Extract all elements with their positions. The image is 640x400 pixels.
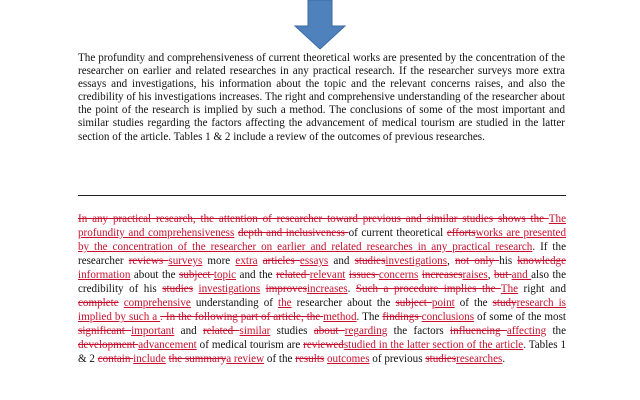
inserted-text: relevant [309, 269, 346, 282]
unchanged-text: of previous [369, 353, 426, 366]
inserted-text: extra [235, 255, 258, 268]
inserted-text: raises [462, 269, 488, 282]
deleted-text: issues [348, 269, 379, 282]
deleted-text: development [78, 339, 139, 352]
deleted-text: results [295, 353, 325, 366]
unchanged-text: . The [356, 311, 383, 324]
deleted-text: related [203, 325, 240, 338]
inserted-text: information [78, 269, 131, 282]
unchanged-text: the [546, 325, 567, 338]
inserted-text: important [131, 325, 175, 338]
inserted-text: researches [456, 353, 503, 366]
deleted-text: about [313, 325, 345, 338]
revised-paragraph: The profundity and comprehensiveness of current theoretical works are presented by the concentration of the researcher on earlier and related researches in any practical research. If the researcher surveys more extra essays and investigations, his information about the topic and the relevant concerns raises, and also the credibility of his investigations increases. The right and comprehensive understanding of the researcher about the point of the research is implied by such a method. The conclusions of some of the most important and similar studies regarding the factors affecting the advancement of medical tourism are studied in the latter section of the article. Tables 1 & 2 include a review of the outcomes of previous researches. [78, 52, 565, 143]
inserted-text: method [323, 311, 357, 324]
inserted-text: similar [239, 325, 271, 338]
unchanged-text: researcher about the [291, 297, 396, 310]
deleted-text: knowledge [517, 255, 566, 268]
inserted-text: a review [226, 353, 265, 366]
deleted-text: studies [162, 283, 194, 296]
unchanged-text: right and [518, 283, 566, 296]
inserted-text: conclusions [421, 311, 475, 324]
inserted-text: the [278, 297, 292, 310]
unchanged-text: of medical tourism are [196, 339, 304, 352]
inserted-text: and [511, 269, 532, 282]
deleted-text: influencing [450, 325, 507, 338]
inserted-text: topic [213, 269, 237, 282]
deleted-text: study [492, 297, 517, 310]
deleted-text: . In the following part of article, the [160, 311, 324, 324]
down-arrow-icon [294, 0, 346, 50]
inserted-text: increases [306, 283, 348, 296]
unchanged-text: . If the researcher [78, 241, 566, 268]
unchanged-text: and [174, 325, 203, 338]
deleted-text: In any practical research, the attention of researcher toward previous and similar studies shows the [78, 213, 549, 225]
inserted-text: include [133, 353, 166, 366]
deleted-text: not only [455, 255, 500, 268]
unchanged-text: and the [236, 269, 277, 282]
inserted-text: point [431, 297, 455, 310]
unchanged-text: of the [454, 297, 493, 310]
unchanged-text: of the [264, 353, 296, 366]
deleted-text: depth and inclusiveness [237, 227, 349, 240]
unchanged-text: . [502, 353, 506, 366]
inserted-text: studied in the latter section of the article [343, 339, 524, 352]
unchanged-text: studies [270, 325, 314, 338]
unchanged-text: also the credibility of his [78, 269, 567, 296]
unchanged-text: of current theoretical [348, 227, 447, 240]
deleted-text: but [493, 269, 512, 282]
inserted-text: surveys [168, 255, 203, 268]
inserted-text: investigations [385, 255, 448, 268]
deleted-text: complete [78, 297, 119, 310]
unchanged-text: , [487, 269, 494, 282]
deleted-text: articles [262, 255, 300, 268]
unchanged-text: . Tables 1 & 2 [78, 339, 566, 366]
deleted-text: reviewed [303, 339, 344, 352]
deleted-text: studies [354, 255, 386, 268]
deleted-text: increases [421, 269, 463, 282]
inserted-text: concerns [378, 269, 419, 282]
inserted-text: affecting [506, 325, 547, 338]
inserted-text: The [500, 283, 519, 296]
section-divider [78, 195, 566, 196]
deleted-text: significant [78, 325, 132, 338]
inserted-text: comprehensive [123, 297, 191, 310]
deleted-text: subject [179, 269, 214, 282]
deleted-text: efforts [446, 227, 476, 240]
deleted-text: Such a procedure implies the [355, 283, 501, 296]
deleted-text: studies [425, 353, 457, 366]
deleted-text: findings [382, 311, 422, 324]
deleted-text: reviews [128, 255, 169, 268]
inserted-text: essays [299, 255, 329, 268]
inserted-text: works are presented by the concentration of the researcher on earlier and related researches in any practical research [78, 227, 566, 254]
inserted-text: outcomes [327, 353, 370, 366]
tracked-changes-paragraph [78, 212, 566, 367]
unchanged-text: understanding of [190, 297, 279, 310]
unchanged-text: and [328, 255, 355, 268]
inserted-text: investigations [198, 283, 261, 296]
inserted-text: research is implied by such a [78, 297, 566, 324]
unchanged-text: his [499, 255, 518, 268]
deleted-text: the summary [168, 353, 227, 366]
inserted-text: The profundity and comprehensiveness [78, 213, 566, 240]
unchanged-text: the factors [387, 325, 451, 338]
deleted-text: subject [395, 297, 432, 310]
unchanged-text: of some of the most [474, 311, 566, 324]
inserted-text: advancement [138, 339, 197, 352]
inserted-text: regarding [344, 325, 388, 338]
unchanged-text: more [202, 255, 236, 268]
unchanged-text: , [447, 255, 455, 268]
unchanged-text: about the [130, 269, 179, 282]
deleted-text: contain [97, 353, 134, 366]
deleted-text: related [276, 269, 310, 282]
deleted-text: improves [265, 283, 307, 296]
unchanged-text: . [347, 283, 356, 296]
